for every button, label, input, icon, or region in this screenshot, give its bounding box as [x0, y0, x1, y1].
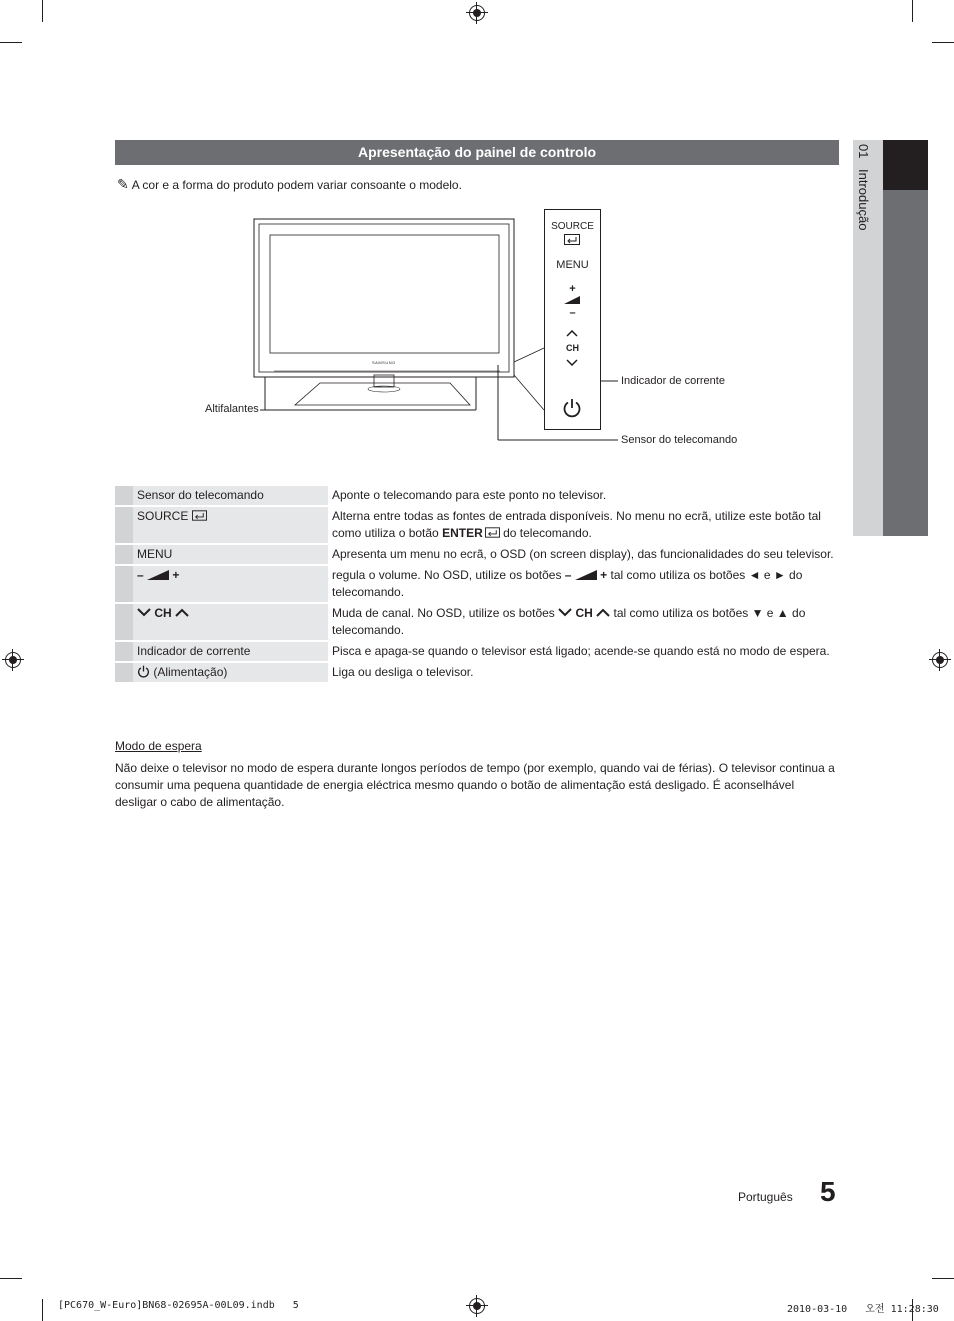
volume-icon	[564, 296, 580, 304]
table-term: (Alimentação)	[133, 663, 328, 682]
chapter-label	[856, 144, 871, 231]
volume-minus-icon: –	[137, 568, 144, 582]
note-text: A cor e a forma do produto podem variar consoante o modelo.	[131, 178, 462, 192]
table-desc: regula o volume. No OSD, utilize os botões – + tal como utiliza os botões ◄ e ► do telecomando.	[332, 568, 803, 599]
volume-plus-icon: +	[569, 283, 576, 295]
table-desc: Aponte o telecomando para este ponto no televisor.	[332, 488, 607, 502]
enter-icon	[192, 510, 207, 521]
chapter-tab-strip	[883, 190, 928, 536]
crop-mark	[0, 1278, 22, 1279]
crop-mark	[42, 0, 43, 22]
table-term: Sensor do telecomando	[133, 486, 328, 505]
callout-power-indicator: Indicador de corrente	[621, 375, 725, 387]
channel-up-icon	[566, 330, 578, 337]
table-desc: Liga ou desliga o televisor.	[332, 665, 474, 679]
callout-speakers: Altifalantes	[205, 403, 259, 415]
table-term	[133, 604, 328, 640]
note	[117, 176, 462, 193]
crop-mark	[932, 42, 954, 43]
standby-body: Não deixe o televisor no modo de espera durante longos períodos de tempo (por exemplo, quando vai de férias). O televisor continua a consumir uma pequena quantidade de energia eléctrica mesmo quando o botão de alimentação está desligado. É aconselhável desligar o cabo de alimentação.	[115, 761, 835, 809]
crop-mark	[0, 42, 22, 43]
page-number: 5	[820, 1176, 836, 1207]
panel-source-label: SOURCE	[551, 221, 594, 232]
crop-mark	[912, 0, 913, 22]
chapter-number: 01	[856, 144, 871, 159]
volume-minus-icon: –	[569, 307, 576, 319]
volume-plus-icon: +	[600, 568, 608, 582]
table-row	[115, 545, 839, 564]
control-table	[115, 484, 839, 684]
ch-term: CH	[154, 606, 172, 620]
table-row	[115, 566, 839, 602]
channel-up-icon	[175, 608, 189, 617]
table-desc: Pisca e apaga-se quando o televisor está ligado; acende-se quando está no modo de espera.	[332, 644, 830, 658]
volume-minus-icon: –	[564, 568, 572, 582]
channel-up-icon	[596, 608, 610, 617]
power-icon	[137, 665, 150, 678]
registration-mark-icon	[469, 5, 485, 21]
chapter-tab-marker	[883, 140, 928, 190]
callout-remote-sensor: Sensor do telecomando	[621, 434, 738, 446]
channel-down-icon	[566, 359, 578, 366]
table-row	[115, 642, 839, 661]
table-row	[115, 663, 839, 682]
standby-title: Modo de espera	[115, 739, 202, 753]
channel-down-icon	[558, 608, 572, 617]
table-term	[133, 566, 328, 602]
power-icon	[562, 398, 582, 418]
table-term	[133, 507, 328, 543]
section-title: Apresentação do painel de controlo	[115, 140, 839, 165]
table-desc: Muda de canal. No OSD, utilize os botões CH tal como utiliza os botões ▼ e ▲ do telecomando.	[332, 606, 806, 637]
enter-icon	[564, 234, 580, 245]
crop-mark	[42, 1299, 43, 1321]
volume-plus-icon: +	[172, 568, 180, 582]
crop-mark	[932, 1278, 954, 1279]
table-term: MENU	[133, 545, 328, 564]
channel-down-icon	[137, 608, 151, 617]
table-row	[115, 604, 839, 640]
enter-key-label: ENTER	[442, 526, 483, 540]
date-info: 2010-03-10 오전 11:28:30	[787, 1304, 939, 1315]
pencil-note-icon: ✎	[117, 176, 129, 192]
table-desc: Alterna entre todas as fontes de entrada disponíveis. No menu no ecrã, utilize este botão tal como utiliza o botão ENTER do telecomando.	[332, 509, 821, 540]
table-row	[115, 507, 839, 543]
table-desc: Apresenta um menu no ecrã, o OSD (on screen display), das funcionalidades do seu televisor.	[332, 547, 834, 561]
volume-icon	[147, 570, 169, 580]
registration-mark-icon	[469, 1298, 485, 1314]
language-label: Português	[738, 1190, 793, 1204]
table-row	[115, 486, 839, 505]
panel-ch-label: CH	[566, 343, 579, 353]
file-info: [PC670_W-Euro]BN68-02695A-00L09.indb 5	[58, 1300, 299, 1311]
enter-icon	[485, 527, 500, 538]
control-panel	[544, 209, 601, 430]
registration-mark-icon	[5, 652, 21, 668]
tv-brand-label: SAMSUNG	[372, 360, 396, 365]
ch-key-label: CH	[575, 606, 593, 620]
table-term: Indicador de corrente	[133, 642, 328, 661]
volume-icon	[575, 570, 597, 580]
chapter-name: Introdução	[856, 169, 871, 231]
source-term: SOURCE	[137, 509, 189, 523]
registration-mark-icon	[932, 652, 948, 668]
panel-menu-label: MENU	[556, 259, 589, 271]
